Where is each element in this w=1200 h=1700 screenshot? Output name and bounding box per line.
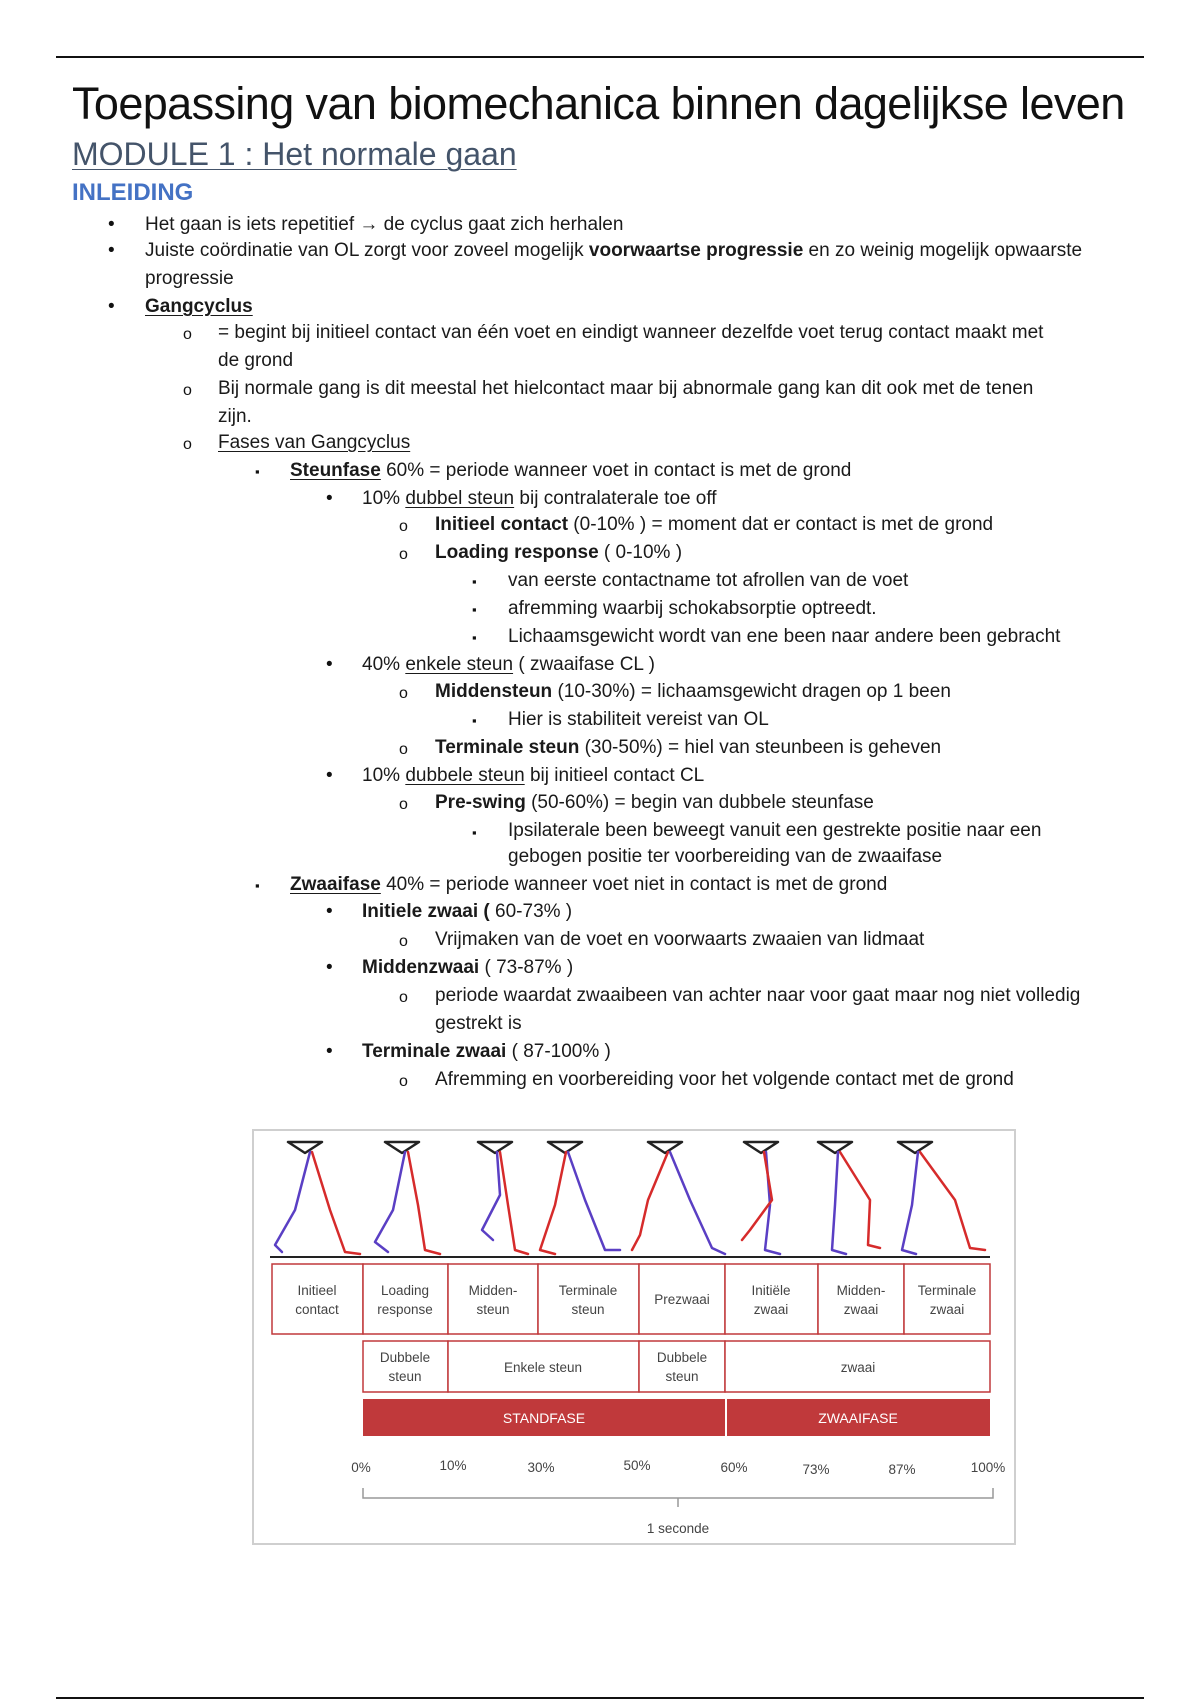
- phase-row: [272, 1264, 990, 1334]
- bullet-circle: o: [183, 436, 192, 453]
- phase-label: Initieel: [297, 1283, 337, 1298]
- phase-label: Midden-: [836, 1283, 886, 1298]
- list-item: Terminale zwaai ( 87-100% ): [362, 1041, 611, 1062]
- bullet-circle: o: [399, 546, 408, 563]
- list-item: Bij normale gang is dit meestal het hielcontact maar bij abnormale gang kan dit ook met de tenen: [218, 378, 1034, 399]
- pct-label: 87%: [888, 1462, 916, 1477]
- list-item: van eerste contactname tot afrollen van de voet: [508, 570, 909, 591]
- list-item-zwaaifase: Zwaaifase 40% = periode wanneer voet niet in contact is met de grond: [290, 874, 888, 895]
- phase-label: Midden-: [468, 1283, 518, 1298]
- bullet-dot: •: [326, 901, 333, 922]
- bullet-circle: o: [399, 741, 408, 758]
- bullet-circle: o: [399, 518, 408, 535]
- list-item: Pre-swing (50-60%) = begin van dubbele steunfase: [435, 792, 874, 813]
- phase-label: contact: [295, 1302, 339, 1317]
- pct-label: 10%: [439, 1458, 467, 1473]
- list-item-continued: gebogen positie ter voorbereiding van de zwaaifase: [508, 846, 943, 867]
- bullet-dot: •: [108, 296, 115, 317]
- list-item: Middensteun (10-30%) = lichaamsgewicht dragen op 1 been: [435, 681, 951, 702]
- list-item-continued: de grond: [218, 350, 294, 371]
- list-item: Initieel contact (0-10% ) = moment dat er contact is met de grond: [435, 514, 994, 535]
- bullet-dot: •: [326, 957, 333, 978]
- phase-label: response: [377, 1302, 433, 1317]
- standfase-label: STANDFASE: [502, 1410, 586, 1426]
- list-item: Middenzwaai ( 73-87% ): [362, 957, 574, 978]
- list-item: Terminale steun (30-50%) = hiel van steunbeen is geheven: [435, 737, 942, 758]
- phase-label: Loading: [380, 1283, 430, 1298]
- phase-label: zwaai: [753, 1302, 789, 1317]
- list-item: Ipsilaterale been beweegt vanuit een gestrekte positie naar een: [508, 820, 1042, 841]
- bullet-circle: o: [183, 382, 192, 399]
- bullet-circle: o: [399, 989, 408, 1006]
- bullet-dot: •: [326, 488, 333, 509]
- pct-label: 0%: [351, 1460, 371, 1475]
- list-item: Hier is stabiliteit vereist van OL: [508, 709, 769, 730]
- support-row: [363, 1341, 990, 1392]
- figure-frame: [253, 1130, 1015, 1544]
- pct-label: 50%: [623, 1458, 651, 1473]
- bullet-square: ▪: [472, 574, 477, 589]
- list-item: afremming waarbij schokabsorptie optreedt.: [508, 598, 877, 619]
- support-label: zwaai: [840, 1360, 876, 1375]
- phase-label: steun: [476, 1302, 510, 1317]
- list-item-continued: zijn.: [218, 406, 252, 427]
- support-label: steun: [388, 1369, 422, 1384]
- bullet-circle: o: [183, 326, 192, 343]
- bullet-square: ▪: [472, 825, 477, 840]
- pct-label: 30%: [527, 1460, 555, 1475]
- list-item: Vrijmaken van de voet en voorwaarts zwaaien van lidmaat: [435, 929, 925, 950]
- list-item: Het gaan is iets repetitief → de cyclus gaat zich herhalen: [145, 214, 624, 235]
- bullet-circle: o: [399, 685, 408, 702]
- bullet-square: ▪: [472, 602, 477, 617]
- support-label: steun: [665, 1369, 699, 1384]
- list-item: 40% enkele steun ( zwaaifase CL ): [362, 654, 655, 675]
- bullet-square: ▪: [472, 630, 477, 645]
- list-item-gangcyclus: Gangcyclus: [145, 296, 253, 317]
- section-heading: INLEIDING: [72, 179, 194, 206]
- duration-label: 1 seconde: [646, 1521, 710, 1536]
- phase-label: zwaai: [843, 1302, 879, 1317]
- bullet-circle: o: [399, 796, 408, 813]
- list-item: Initiele zwaai ( 60-73% ): [362, 901, 573, 922]
- list-item: Afremming en voorbereiding voor het volgende contact met de grond: [435, 1069, 1014, 1090]
- pct-label: 73%: [802, 1462, 830, 1477]
- list-item-continued: progressie: [145, 268, 234, 289]
- bottom-rule: [56, 1697, 1144, 1699]
- list-item-continued: gestrekt is: [435, 1013, 522, 1034]
- list-item-fases: Fases van Gangcyclus: [218, 432, 411, 453]
- bullet-dot: •: [326, 1041, 333, 1062]
- list-item: 10% dubbele steun bij initieel contact CL: [362, 765, 705, 786]
- bullet-square: ▪: [255, 464, 260, 479]
- phase-bar: [363, 1399, 990, 1436]
- phase-label: zwaai: [929, 1302, 965, 1317]
- list-item: = begint bij initieel contact van één voet en eindigt wanneer dezelfde voet terug contact maakt met: [218, 322, 1044, 343]
- phase-label: Terminale: [558, 1283, 618, 1298]
- pct-label: 100%: [970, 1460, 1006, 1475]
- bullet-dot: •: [108, 214, 115, 235]
- support-label: Dubbele: [379, 1350, 431, 1365]
- bullet-circle: o: [399, 1073, 408, 1090]
- list-item: Lichaamsgewicht wordt van ene been naar andere been gebracht: [508, 626, 1061, 647]
- phase-label: Initiële: [751, 1283, 791, 1298]
- bullet-dot: •: [108, 240, 115, 261]
- phase-label: steun: [571, 1302, 605, 1317]
- support-label: Enkele steun: [503, 1360, 583, 1375]
- module-heading: MODULE 1 : Het normale gaan: [72, 136, 517, 172]
- phase-label: Terminale: [917, 1283, 977, 1298]
- bullet-square: ▪: [472, 713, 477, 728]
- pct-label: 60%: [720, 1460, 748, 1475]
- support-label: Dubbele: [656, 1350, 708, 1365]
- bullet-dot: •: [326, 765, 333, 786]
- bullet-square: ▪: [255, 878, 260, 893]
- list-item: Juiste coördinatie van OL zorgt voor zoveel mogelijk voorwaartse progressie en zo weinig mogelijk opwaarste: [145, 240, 1083, 261]
- zwaaifase-label: ZWAAIFASE: [818, 1410, 898, 1426]
- list-item: 10% dubbel steun bij contralaterale toe off: [362, 488, 717, 509]
- phase-label: Prezwaai: [654, 1292, 710, 1307]
- list-item-steunfase: Steunfase 60% = periode wanneer voet in contact is met de grond: [290, 460, 852, 481]
- bullet-circle: o: [399, 933, 408, 950]
- list-item: periode waardat zwaaibeen van achter naar voor gaat maar nog niet volledig: [435, 985, 1081, 1006]
- bullet-dot: •: [326, 654, 333, 675]
- document-title: Toepassing van biomechanica binnen dagelijkse leven: [72, 78, 1125, 129]
- list-item: Loading response ( 0-10% ): [435, 542, 683, 563]
